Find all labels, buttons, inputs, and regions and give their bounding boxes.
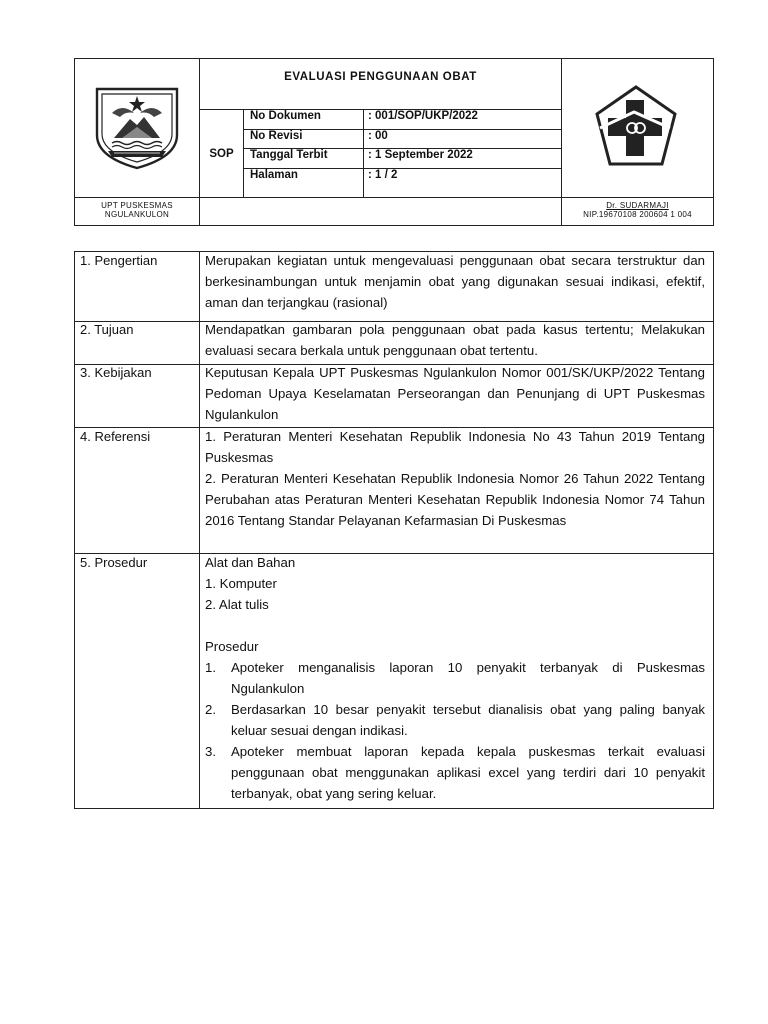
sop-label: SOP <box>209 148 234 160</box>
step-text: Apoteker menganalisis laporan 10 penyakit terbanyak di Puskesmas Ngulankulon <box>231 660 705 696</box>
section-label-tujuan: 2. Tujuan <box>80 322 134 337</box>
org-line-1: UPT PUSKESMAS <box>101 201 173 210</box>
step-text: Apoteker membuat laporan kepada kepala puskesmas terkait evaluasi penggunaan obat menggunakan aplikasi excel yang terdiri dari 10 penyakit terbanyak, obat yang sering keluar. <box>231 744 705 801</box>
meta-value-halaman: : 1 / 2 <box>368 169 398 181</box>
document-title: EVALUASI PENGGUNAAN OBAT <box>284 71 477 83</box>
procedure-heading: Prosedur <box>205 639 259 654</box>
tools-heading: Alat dan Bahan <box>205 555 296 570</box>
regency-emblem-logo <box>92 83 182 171</box>
section-label-pengertian: 1. Pengertian <box>80 253 158 268</box>
signer-name: Dr. SUDARMAJI <box>606 201 669 210</box>
procedure-step <box>205 657 705 699</box>
section-label-prosedur: 5. Prosedur <box>80 555 148 570</box>
meta-value-no-dokumen: : 001/SOP/UKP/2022 <box>368 110 478 122</box>
meta-value-no-revisi: : 00 <box>368 130 388 142</box>
section-text-pengertian: Merupakan kegiatan untuk mengevaluasi penggunaan obat secara terstruktur dan berkesinambungan untuk menjamin obat yang digunakan sesuai indikasi, efektif, aman dan terjangkau (rasional) <box>205 253 705 310</box>
meta-key-no-revisi: No Revisi <box>250 130 303 142</box>
meta-key-no-dokumen: No Dokumen <box>250 110 321 122</box>
section-prosedur <box>205 552 705 804</box>
section-text-tujuan: Mendapatkan gambaran pola penggunaan obat pada kasus tertentu; Melakukan evaluasi secara berkala untuk penggunaan obat tertentu. <box>205 322 705 358</box>
tool-item: 1. Komputer <box>205 576 277 591</box>
section-label-referensi: 4. Referensi <box>80 429 151 444</box>
section-text-kebijakan: Keputusan Kepala UPT Puskesmas Ngulankulon Nomor 001/SK/UKP/2022 Tentang Pedoman Upaya Keselamatan Perseorangan dan Penunjang di UPT Puskesmas Ngulankulon <box>205 365 705 422</box>
tool-item: 2. Alat tulis <box>205 597 269 612</box>
procedure-step <box>205 699 705 741</box>
meta-key-halaman: Halaman <box>250 169 298 181</box>
puskesmas-logo <box>592 84 680 170</box>
section-references <box>205 426 705 531</box>
org-name <box>75 201 199 219</box>
reference-item: 2. Peraturan Menteri Kesehatan Republik Indonesia Nomor 26 Tahun 2022 Tentang Perubahan atas Peraturan Menteri Kesehatan Republik Indonesia Nomor 74 Tahun 2016 Tentang Standar Pelayanan Kefarmasian Di Puskesmas <box>205 471 705 528</box>
section-label-kebijakan: 3. Kebijakan <box>80 365 152 380</box>
step-number: 1. <box>205 660 216 675</box>
step-number: 3. <box>205 744 216 759</box>
signer-nip: NIP.19670108 200604 1 004 <box>583 210 692 219</box>
signer-block <box>562 201 713 219</box>
step-text: Berdasarkan 10 besar penyakit tersebut dianalisis obat yang paling banyak keluar sesuai dengan indikasi. <box>231 702 705 738</box>
procedure-step <box>205 741 705 804</box>
org-line-2: NGULANKULON <box>104 210 170 219</box>
reference-item: 1. Peraturan Menteri Kesehatan Republik Indonesia No 43 Tahun 2019 Tentang Puskesmas <box>205 429 705 465</box>
step-number: 2. <box>205 702 216 717</box>
meta-key-tanggal-terbit: Tanggal Terbit <box>250 149 328 161</box>
meta-value-tanggal-terbit: : 1 September 2022 <box>368 149 473 161</box>
